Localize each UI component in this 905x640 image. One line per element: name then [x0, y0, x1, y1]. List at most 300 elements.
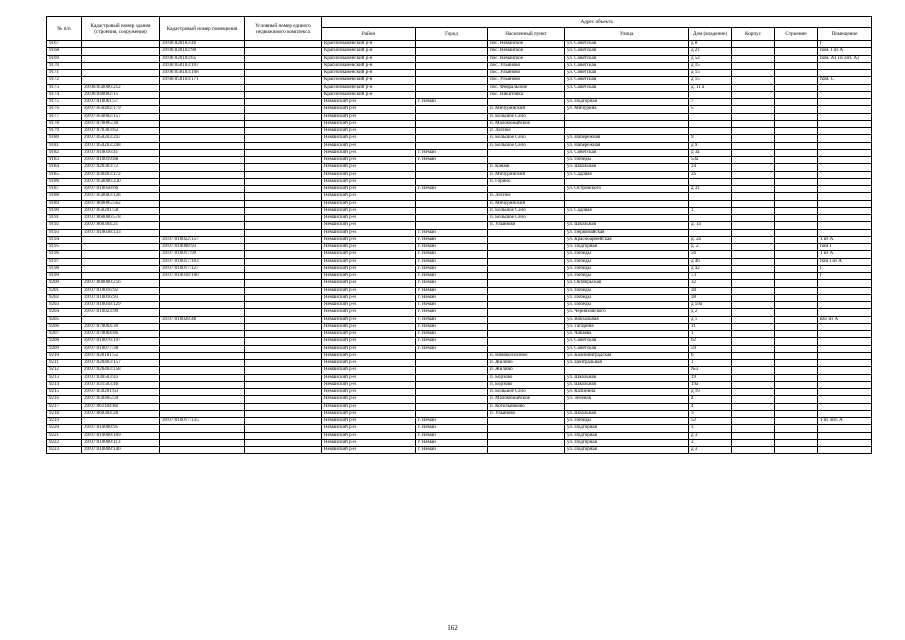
conditional-number-cell [245, 345, 322, 352]
district-cell: Неманский р-н [322, 381, 416, 388]
cadastral-building-cell: 39:07:070005:30 [82, 120, 160, 127]
settlement-cell [488, 99, 565, 106]
city-cell [416, 200, 488, 207]
table-row [47, 41, 872, 48]
table-row [47, 186, 872, 193]
house-cell: 3 [689, 439, 732, 446]
cadastral-building-cell [82, 62, 160, 69]
conditional-number-cell [245, 207, 322, 214]
city-cell: г. Неман [416, 425, 488, 432]
row-number: 9176 [47, 106, 82, 113]
conditional-number-cell [245, 41, 322, 48]
city-cell [416, 128, 488, 135]
row-number: 9223 [47, 447, 82, 454]
district-cell: Неманский р-н [322, 128, 416, 135]
street-cell [565, 200, 689, 207]
cadastral-room-cell [160, 396, 245, 403]
table-row [47, 157, 872, 164]
cadastral-building-cell: 39:07:070303:62 [82, 128, 160, 135]
house-cell: №3 [689, 367, 732, 374]
cadastral-room-cell: 39:07:010022:157 [160, 236, 245, 243]
stroenie-cell [775, 403, 818, 410]
settlement-cell [488, 309, 565, 316]
korpus-cell [732, 432, 775, 439]
conditional-number-cell [245, 48, 322, 55]
house-cell: 73 [689, 273, 732, 280]
row-number: 9213 [47, 374, 82, 381]
district-cell: Неманский р-н [322, 149, 416, 156]
room-cell [818, 128, 872, 135]
korpus-cell [732, 251, 775, 258]
row-number: 9190 [47, 207, 82, 214]
district-cell: Краснознаменский р-н [322, 91, 416, 98]
district-cell: Неманский р-н [322, 316, 416, 323]
district-cell: Неманский р-н [322, 338, 416, 345]
room-cell [818, 447, 872, 454]
street-cell: ул. Советская [565, 41, 689, 48]
conditional-number-cell [245, 410, 322, 417]
house-cell: 3 [689, 425, 732, 432]
cadastral-room-cell [160, 280, 245, 287]
settlement-cell: пос. Февральское [488, 84, 565, 91]
korpus-cell [732, 302, 775, 309]
stroenie-cell [775, 294, 818, 301]
cadastral-building-cell: 39:07:010023:90 [82, 309, 160, 316]
cadastral-room-cell: 39:07:010017:103 [160, 258, 245, 265]
korpus-cell [732, 135, 775, 142]
row-number: 9214 [47, 381, 82, 388]
room-cell [818, 294, 872, 301]
stroenie-cell [775, 70, 818, 77]
street-cell: ул. Советская [565, 70, 689, 77]
cadastral-building-cell: 39:07:050006:230 [82, 178, 160, 185]
city-cell [416, 120, 488, 127]
city-cell: г. Неман [416, 265, 488, 272]
cadastral-building-cell: 39:07:050203:247 [82, 135, 160, 142]
street-cell: ул. Набережная [565, 135, 689, 142]
conditional-number-cell [245, 425, 322, 432]
city-cell: г. Неман [416, 186, 488, 193]
cadastral-building-cell: 39:07:060006:578 [82, 215, 160, 222]
conditional-number-cell [245, 91, 322, 98]
district-cell: Неманский р-н [322, 331, 416, 338]
conditional-number-cell [245, 273, 322, 280]
row-number: 9222 [47, 439, 82, 446]
table-row [47, 331, 872, 338]
stroenie-cell [775, 418, 818, 425]
table-row [47, 99, 872, 106]
district-cell: Краснознаменский р-н [322, 55, 416, 62]
row-number: 9193 [47, 229, 82, 236]
cadastral-room-cell [160, 193, 245, 200]
stroenie-cell [775, 258, 818, 265]
settlement-cell [488, 338, 565, 345]
korpus-cell [732, 425, 775, 432]
city-cell [416, 381, 488, 388]
stroenie-cell [775, 207, 818, 214]
district-cell: Неманский р-н [322, 396, 416, 403]
cadastral-building-cell [82, 316, 160, 323]
cadastral-building-cell: 39:07:010008:109 [82, 432, 160, 439]
row-number: 9208 [47, 338, 82, 345]
city-cell: г. Неман [416, 99, 488, 106]
cadastral-building-cell: 39:07:010061:57 [82, 99, 160, 106]
cadastral-room-cell: 39:07:010017:135 [160, 418, 245, 425]
korpus-cell [732, 439, 775, 446]
cadastral-building-cell: 39:07:010016:93 [82, 294, 160, 301]
conditional-number-cell [245, 236, 322, 243]
street-cell: ул. Победы [565, 273, 689, 280]
settlement-cell: п. Ульяново [488, 410, 565, 417]
cadastral-building-cell: 39:07:060304:21 [82, 222, 160, 229]
korpus-cell [732, 236, 775, 243]
settlement-cell: п. Лесное [488, 193, 565, 200]
cadastral-room-cell [160, 374, 245, 381]
city-cell [416, 48, 488, 55]
district-cell: Неманский р-н [322, 425, 416, 432]
row-number: 9185 [47, 171, 82, 178]
room-cell [818, 62, 872, 69]
district-cell: Неманский р-н [322, 280, 416, 287]
conditional-number-cell [245, 84, 322, 91]
house-cell: 4 [689, 396, 732, 403]
settlement-cell: п. Большое Село [488, 135, 565, 142]
stroenie-cell [775, 381, 818, 388]
korpus-cell [732, 316, 775, 323]
conditional-number-cell [245, 120, 322, 127]
cadastral-room-cell [160, 447, 245, 454]
settlement-cell [488, 258, 565, 265]
col-header-address-group: Адрес объекта [322, 17, 872, 28]
row-number: 9218 [47, 410, 82, 417]
city-cell [416, 164, 488, 171]
street-cell: ул. Советская [565, 338, 689, 345]
settlement-cell: п. Большое Село [488, 215, 565, 222]
city-cell [416, 41, 488, 48]
row-number: 9217 [47, 403, 82, 410]
conditional-number-cell [245, 381, 322, 388]
street-cell: ул. Набережная [565, 142, 689, 149]
conditional-number-cell [245, 258, 322, 265]
conditional-number-cell [245, 439, 322, 446]
cadastral-building-cell: 39:07:050402:179 [82, 106, 160, 113]
korpus-cell [732, 207, 775, 214]
city-cell [416, 374, 488, 381]
room-cell [818, 207, 872, 214]
room-cell [818, 113, 872, 120]
row-number: 9205 [47, 316, 82, 323]
street-cell [565, 128, 689, 135]
stroenie-cell [775, 55, 818, 62]
street-cell: ул. Советская [565, 55, 689, 62]
room-cell [818, 222, 872, 229]
row-number: 9210 [47, 352, 82, 359]
cadastral-building-cell: 39:07:020403:157 [82, 360, 160, 367]
row-number: 9198 [47, 265, 82, 272]
settlement-cell: п. Борзово [488, 374, 565, 381]
table-row [47, 403, 872, 410]
korpus-cell [732, 280, 775, 287]
row-number: 9211 [47, 360, 82, 367]
room-cell [818, 164, 872, 171]
row-number: 9168 [47, 48, 82, 55]
street-cell: ул. Подгорная [565, 99, 689, 106]
settlement-cell [488, 244, 565, 251]
korpus-cell [732, 258, 775, 265]
district-cell: Неманский р-н [322, 157, 416, 164]
cadastral-room-cell [160, 157, 245, 164]
district-cell: Неманский р-н [322, 439, 416, 446]
street-cell: ул. Калинина [565, 389, 689, 396]
street-cell: ул. Советская [565, 149, 689, 156]
room-cell [818, 200, 872, 207]
korpus-cell [732, 396, 775, 403]
house-cell: 53а [689, 157, 732, 164]
conditional-number-cell [245, 251, 322, 258]
city-cell [416, 91, 488, 98]
settlement-cell: пос. Ульяново [488, 62, 565, 69]
house-cell: д 8 [689, 41, 732, 48]
stroenie-cell [775, 309, 818, 316]
col-header-korpus: Корпус [732, 28, 775, 41]
korpus-cell [732, 70, 775, 77]
district-cell: Краснознаменский р-н [322, 70, 416, 77]
house-cell: 38 [689, 287, 732, 294]
room-cell [818, 374, 872, 381]
house-cell: 24 [689, 164, 732, 171]
cadastral-room-cell [160, 352, 245, 359]
row-number: 9201 [47, 287, 82, 294]
room-cell [818, 439, 872, 446]
street-cell [565, 91, 689, 98]
conditional-number-cell [245, 142, 322, 149]
conditional-number-cell [245, 287, 322, 294]
row-number: 9188 [47, 193, 82, 200]
cadastral-building-cell: 39:07:010008:140 [82, 447, 160, 454]
settlement-cell [488, 186, 565, 193]
cadastral-building-cell: 39:07:060005:562 [82, 200, 160, 207]
street-cell [565, 120, 689, 127]
row-number: 9175 [47, 99, 82, 106]
city-cell: г. Неман [416, 338, 488, 345]
row-number: 9209 [47, 345, 82, 352]
room-cell [818, 91, 872, 98]
stroenie-cell [775, 186, 818, 193]
row-number: 9173 [47, 84, 82, 91]
house-cell: д. 11 а [689, 84, 732, 91]
col-header-street: Улица [565, 28, 689, 41]
cadastral-room-cell [160, 360, 245, 367]
city-cell [416, 222, 488, 229]
city-cell: г. Неман [416, 287, 488, 294]
conditional-number-cell [245, 360, 322, 367]
cadastral-room-cell [160, 207, 245, 214]
settlement-cell: п. Маломожайское [488, 396, 565, 403]
row-number: 9204 [47, 309, 82, 316]
house-cell: 2а [689, 171, 732, 178]
room-cell [818, 280, 872, 287]
table-row [47, 323, 872, 330]
cadastral-building-cell: 39:07:020101:52 [82, 352, 160, 359]
room-cell [818, 403, 872, 410]
row-number: 9197 [47, 258, 82, 265]
street-cell: ул. Школьная [565, 410, 689, 417]
house-cell: 62 [689, 338, 732, 345]
cadastral-room-cell: 39:06:020103:46 [160, 41, 245, 48]
cadastral-building-cell [82, 236, 160, 243]
room-cell [818, 186, 872, 193]
room-cell [818, 157, 872, 164]
district-cell: Неманский р-н [322, 178, 416, 185]
street-cell [565, 215, 689, 222]
conditional-number-cell [245, 128, 322, 135]
room-cell [818, 84, 872, 91]
district-cell: Неманский р-н [322, 367, 416, 374]
city-cell [416, 360, 488, 367]
city-cell: г. Неман [416, 229, 488, 236]
district-cell: Неманский р-н [322, 222, 416, 229]
street-cell: ул. Чапаева [565, 331, 689, 338]
cadastral-room-cell [160, 331, 245, 338]
table-row [47, 70, 872, 77]
cadastral-building-cell: 39:07:010008:95 [82, 425, 160, 432]
row-number: 9179 [47, 128, 82, 135]
row-number: 9207 [47, 331, 82, 338]
room-cell [818, 142, 872, 149]
cadastral-building-cell: 39:07:050203:248 [82, 142, 160, 149]
table-row [47, 432, 872, 439]
city-cell: г. Неман [416, 447, 488, 454]
room-cell: 1 из лит. А [818, 418, 872, 425]
street-cell: ул. Подгорная [565, 439, 689, 446]
room-cell [818, 193, 872, 200]
table-row [47, 149, 872, 156]
house-cell: д 3 [689, 432, 732, 439]
city-cell [416, 403, 488, 410]
stroenie-cell [775, 280, 818, 287]
conditional-number-cell [245, 135, 322, 142]
korpus-cell [732, 142, 775, 149]
house-cell: д 59а [689, 302, 732, 309]
street-cell: ул. Подгорная [565, 432, 689, 439]
street-cell: ул. Победы [565, 294, 689, 301]
district-cell: Неманский р-н [322, 99, 416, 106]
row-number: 9221 [47, 432, 82, 439]
city-cell: г. Неман [416, 331, 488, 338]
house-cell: 56 [689, 251, 732, 258]
stroenie-cell [775, 215, 818, 222]
room-cell [818, 135, 872, 142]
table-row [47, 178, 872, 185]
street-cell: ул. Мичурина [565, 106, 689, 113]
page-number: 162 [447, 624, 458, 632]
house-cell: д 1 [689, 316, 732, 323]
cadastral-room-cell [160, 338, 245, 345]
cadastral-room-cell [160, 403, 245, 410]
street-cell [565, 113, 689, 120]
korpus-cell [732, 157, 775, 164]
cadastral-building-cell [82, 273, 160, 280]
stroenie-cell [775, 447, 818, 454]
settlement-cell: п. Жилино [488, 360, 565, 367]
table-row [47, 374, 872, 381]
col-header-cadastral-building: Кадастровый номер здания (строения, сооружения) [82, 17, 160, 41]
settlement-cell: п. Большое Село [488, 142, 565, 149]
row-number: 9170 [47, 62, 82, 69]
city-cell: г. Неман [416, 236, 488, 243]
room-cell [818, 352, 872, 359]
room-cell [818, 302, 872, 309]
settlement-cell: п. Борзово [488, 381, 565, 388]
house-cell: д. 1а [689, 222, 732, 229]
room-cell: пом I [818, 244, 872, 251]
korpus-cell [732, 345, 775, 352]
house-cell: д 9 [689, 142, 732, 149]
street-cell: ул. Подгорная [565, 447, 689, 454]
row-number: 9183 [47, 157, 82, 164]
korpus-cell [732, 229, 775, 236]
stroenie-cell [775, 62, 818, 69]
settlement-cell [488, 439, 565, 446]
cadastral-building-cell: 39:07:010058:66 [82, 186, 160, 193]
conditional-number-cell [245, 323, 322, 330]
stroenie-cell [775, 410, 818, 417]
cadastral-room-cell [160, 425, 245, 432]
row-number: 9216 [47, 396, 82, 403]
table-row [47, 338, 872, 345]
cadastral-building-cell: 39:07:010019:88 [82, 157, 160, 164]
conditional-number-cell [245, 447, 322, 454]
stroenie-cell [775, 113, 818, 120]
room-cell: 1 из А [818, 251, 872, 258]
conditional-number-cell [245, 396, 322, 403]
table-row [47, 128, 872, 135]
row-number: 9199 [47, 273, 82, 280]
house-cell: 32 [689, 280, 732, 287]
stroenie-cell [775, 338, 818, 345]
stroenie-cell [775, 91, 818, 98]
conditional-number-cell [245, 70, 322, 77]
cadastral-building-cell: 39:07:050002:157 [82, 113, 160, 120]
house-cell: 1 [689, 207, 732, 214]
cadastral-room-cell [160, 439, 245, 446]
table-row [47, 244, 872, 251]
cadastral-room-cell [160, 91, 245, 98]
cadastral-building-cell: 39:07:010008:113 [82, 439, 160, 446]
cadastral-room-cell: 39:06:050103:108 [160, 70, 245, 77]
house-cell: 11 [689, 323, 732, 330]
korpus-cell [732, 171, 775, 178]
city-cell [416, 178, 488, 185]
stroenie-cell [775, 432, 818, 439]
cadastral-room-cell [160, 99, 245, 106]
settlement-cell: п. Большое Село [488, 389, 565, 396]
table-row [47, 142, 872, 149]
street-cell: ул. Черняховского [565, 309, 689, 316]
conditional-number-cell [245, 229, 322, 236]
col-header-room: Помещение [818, 28, 872, 41]
settlement-cell [488, 432, 565, 439]
cadastral-room-cell: 39:07:010008:93 [160, 244, 245, 251]
korpus-cell [732, 84, 775, 91]
district-cell: Неманский р-н [322, 106, 416, 113]
stroenie-cell [775, 77, 818, 84]
table-row [47, 316, 872, 323]
korpus-cell [732, 352, 775, 359]
row-number: 9195 [47, 244, 82, 251]
korpus-cell [732, 403, 775, 410]
korpus-cell [732, 309, 775, 316]
